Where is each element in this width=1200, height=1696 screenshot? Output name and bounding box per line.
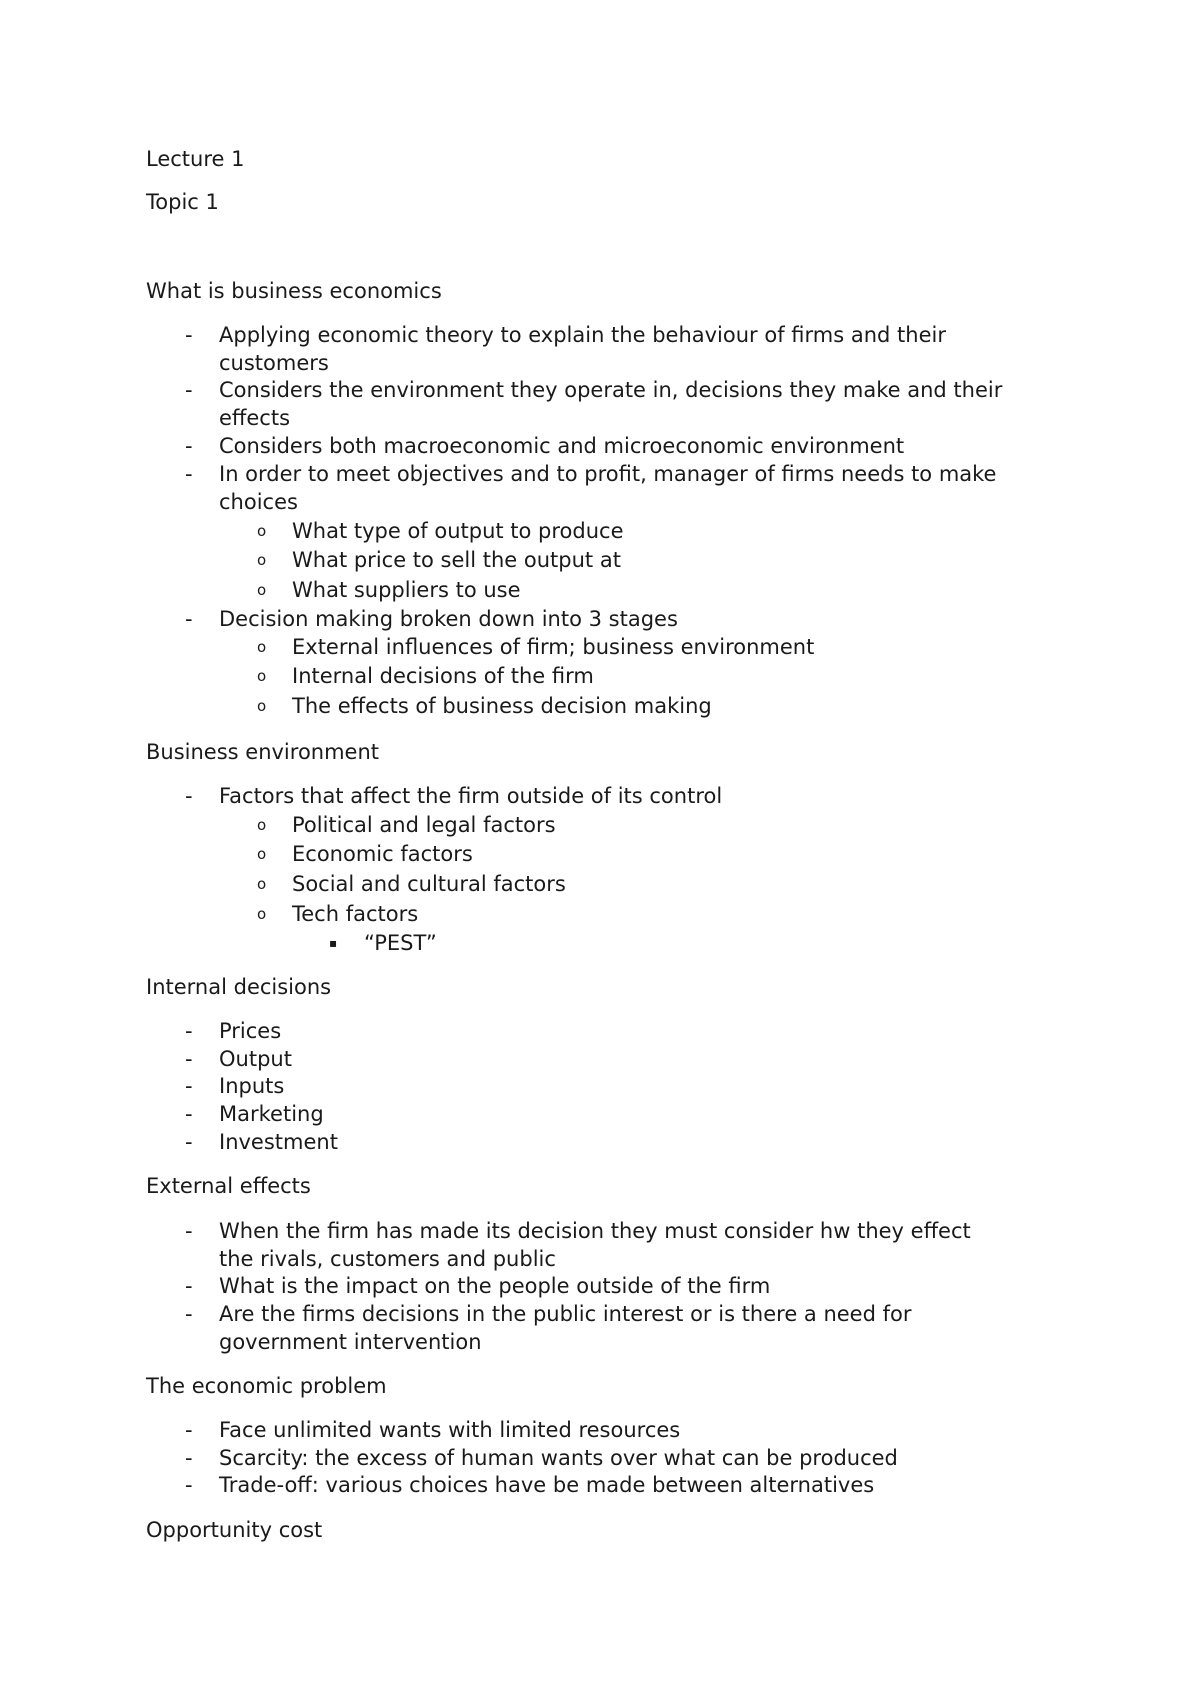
list-item: External influences of firm; business environment — [292, 635, 815, 659]
circle-bullet: o — [257, 581, 267, 599]
dash-bullet: - — [185, 1473, 193, 1497]
list-item: Internal decisions of the firm — [292, 664, 594, 688]
list-item: When the firm has made its decision they must consider hw they effect — [219, 1219, 971, 1243]
dash-bullet: - — [185, 378, 193, 402]
circle-bullet: o — [257, 667, 267, 685]
circle-bullet: o — [257, 875, 267, 893]
list-item: Output — [219, 1047, 292, 1071]
dash-bullet: - — [185, 462, 193, 486]
section-heading: External effects — [146, 1174, 311, 1198]
circle-bullet: o — [257, 845, 267, 863]
list-item: Social and cultural factors — [292, 872, 566, 896]
list-item: Tech factors — [292, 902, 419, 926]
list-item: choices — [219, 490, 298, 514]
dash-bullet: - — [185, 434, 193, 458]
dash-bullet: - — [185, 1446, 193, 1470]
circle-bullet: o — [257, 905, 267, 923]
dash-bullet: - — [185, 1219, 193, 1243]
list-item: Are the firms decisions in the public interest or is there a need for — [219, 1302, 912, 1326]
section-heading: Opportunity cost — [146, 1518, 323, 1542]
list-item: What type of output to produce — [292, 519, 624, 543]
list-item: In order to meet objectives and to profit, manager of firms needs to make — [219, 462, 997, 486]
list-item: Prices — [219, 1019, 282, 1043]
list-item: What price to sell the output at — [292, 548, 621, 572]
dash-bullet: - — [185, 323, 193, 347]
list-item: Investment — [219, 1130, 338, 1154]
circle-bullet: o — [257, 816, 267, 834]
list-item: Factors that affect the firm outside of its control — [219, 784, 723, 808]
dash-bullet: - — [185, 1074, 193, 1098]
list-item: Inputs — [219, 1074, 285, 1098]
list-item: customers — [219, 351, 329, 375]
dash-bullet: - — [185, 1418, 193, 1442]
list-item: Considers the environment they operate in, decisions they make and their — [219, 378, 1003, 402]
list-item: the rivals, customers and public — [219, 1247, 556, 1271]
dash-bullet: - — [185, 1102, 193, 1126]
list-item: Marketing — [219, 1102, 324, 1126]
list-item: What is the impact on the people outside of the firm — [219, 1274, 771, 1298]
list-item: Political and legal factors — [292, 813, 556, 837]
list-item: What suppliers to use — [292, 578, 521, 602]
circle-bullet: o — [257, 638, 267, 656]
lecture-title: Lecture 1 — [146, 147, 245, 171]
section-heading: Business environment — [146, 740, 380, 764]
dash-bullet: - — [185, 1274, 193, 1298]
list-item: The effects of business decision making — [292, 694, 712, 718]
section-heading: The economic problem — [146, 1374, 387, 1398]
list-item: Applying economic theory to explain the behaviour of firms and their — [219, 323, 946, 347]
circle-bullet: o — [257, 522, 267, 540]
dash-bullet: - — [185, 1019, 193, 1043]
list-item: Decision making broken down into 3 stages — [219, 607, 678, 631]
list-item: Economic factors — [292, 842, 473, 866]
list-item: government intervention — [219, 1330, 482, 1354]
dash-bullet: - — [185, 1130, 193, 1154]
circle-bullet: o — [257, 697, 267, 715]
list-item: effects — [219, 406, 291, 430]
list-item: Considers both macroeconomic and microeconomic environment — [219, 434, 905, 458]
circle-bullet: o — [257, 551, 267, 569]
dash-bullet: - — [185, 784, 193, 808]
square-bullet: ▪ — [329, 936, 338, 950]
list-item: Trade-off: various choices have be made between alternatives — [219, 1473, 875, 1497]
list-item: “PEST” — [364, 931, 437, 955]
dash-bullet: - — [185, 1047, 193, 1071]
topic-title: Topic 1 — [146, 190, 219, 214]
list-item: Face unlimited wants with limited resources — [219, 1418, 681, 1442]
dash-bullet: - — [185, 1302, 193, 1326]
dash-bullet: - — [185, 607, 193, 631]
section-heading: Internal decisions — [146, 975, 332, 999]
list-item: Scarcity: the excess of human wants over what can be produced — [219, 1446, 898, 1470]
section-heading: What is business economics — [146, 279, 442, 303]
